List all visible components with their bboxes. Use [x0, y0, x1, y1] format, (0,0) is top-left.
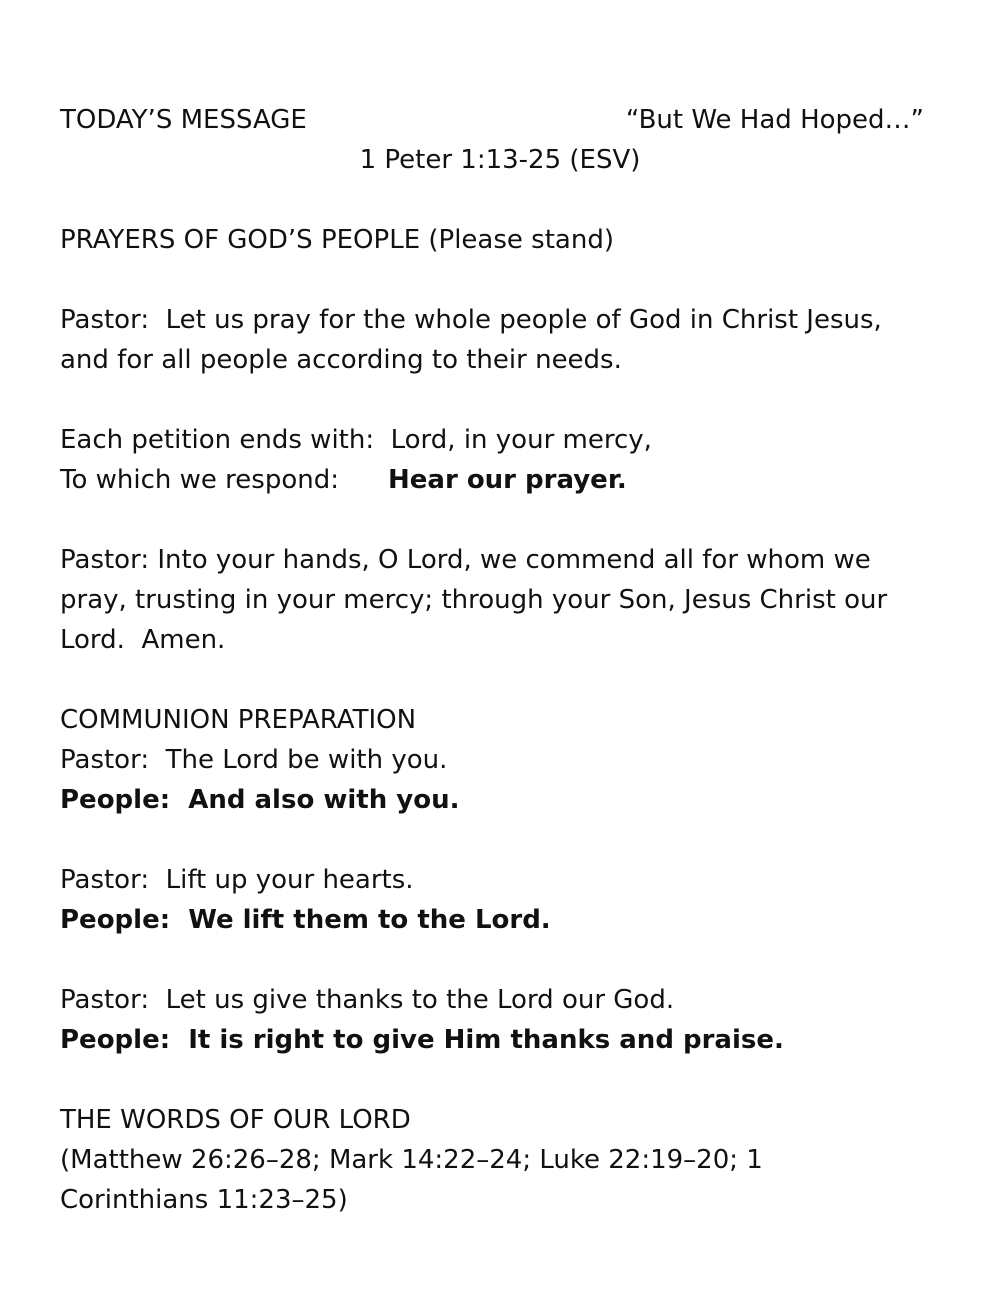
- prayer-opening-line: Pastor: Let us pray for the whole people of God in Christ Jesus,: [60, 305, 882, 335]
- pastor-line: Pastor: Lift up your hearts.: [60, 865, 414, 895]
- spacer: [60, 940, 940, 980]
- message-header-row: [60, 100, 924, 140]
- spacer: [60, 660, 940, 700]
- bulletin-page: [60, 100, 940, 1220]
- prayer-closing-line: pray, trusting in your mercy; through your Son, Jesus Christ our: [60, 585, 888, 615]
- scripture-references: (Matthew 26:26–28; Mark 14:22–24; Luke 22:19–20; 1: [60, 1145, 763, 1175]
- sermon-title: “But We Had Hoped…”: [625, 105, 924, 135]
- spacer: [60, 180, 940, 220]
- words-heading: THE WORDS OF OUR LORD: [60, 1105, 411, 1135]
- pastor-line: Pastor: The Lord be with you.: [60, 745, 448, 775]
- message-heading: TODAY’S MESSAGE: [60, 105, 307, 135]
- communion-heading: COMMUNION PREPARATION: [60, 705, 417, 735]
- people-response: People: And also with you.: [60, 785, 460, 815]
- spacer: [60, 820, 940, 860]
- prayer-opening-line: and for all people according to their needs.: [60, 345, 622, 375]
- pastor-line: Pastor: Let us give thanks to the Lord our God.: [60, 985, 675, 1015]
- people-response: People: We lift them to the Lord.: [60, 905, 551, 935]
- response-text: Hear our prayer.: [388, 465, 627, 495]
- spacer: [60, 1060, 940, 1100]
- prayers-heading: PRAYERS OF GOD’S PEOPLE (Please stand): [60, 225, 614, 255]
- scripture-references: Corinthians 11:23–25): [60, 1185, 348, 1215]
- prayer-closing-line: Lord. Amen.: [60, 625, 226, 655]
- spacer: [60, 380, 940, 420]
- people-response: People: It is right to give Him thanks and praise.: [60, 1025, 784, 1055]
- prayer-closing-line: Pastor: Into your hands, O Lord, we commend all for whom we: [60, 545, 871, 575]
- spacer: [60, 500, 940, 540]
- response-instruction: [60, 460, 940, 500]
- response-label: To which we respond:: [60, 465, 339, 495]
- petition-instruction: Each petition ends with: Lord, in your mercy,: [60, 425, 652, 455]
- spacer: [60, 260, 940, 300]
- scripture-reference: 1 Peter 1:13-25 (ESV): [359, 145, 641, 175]
